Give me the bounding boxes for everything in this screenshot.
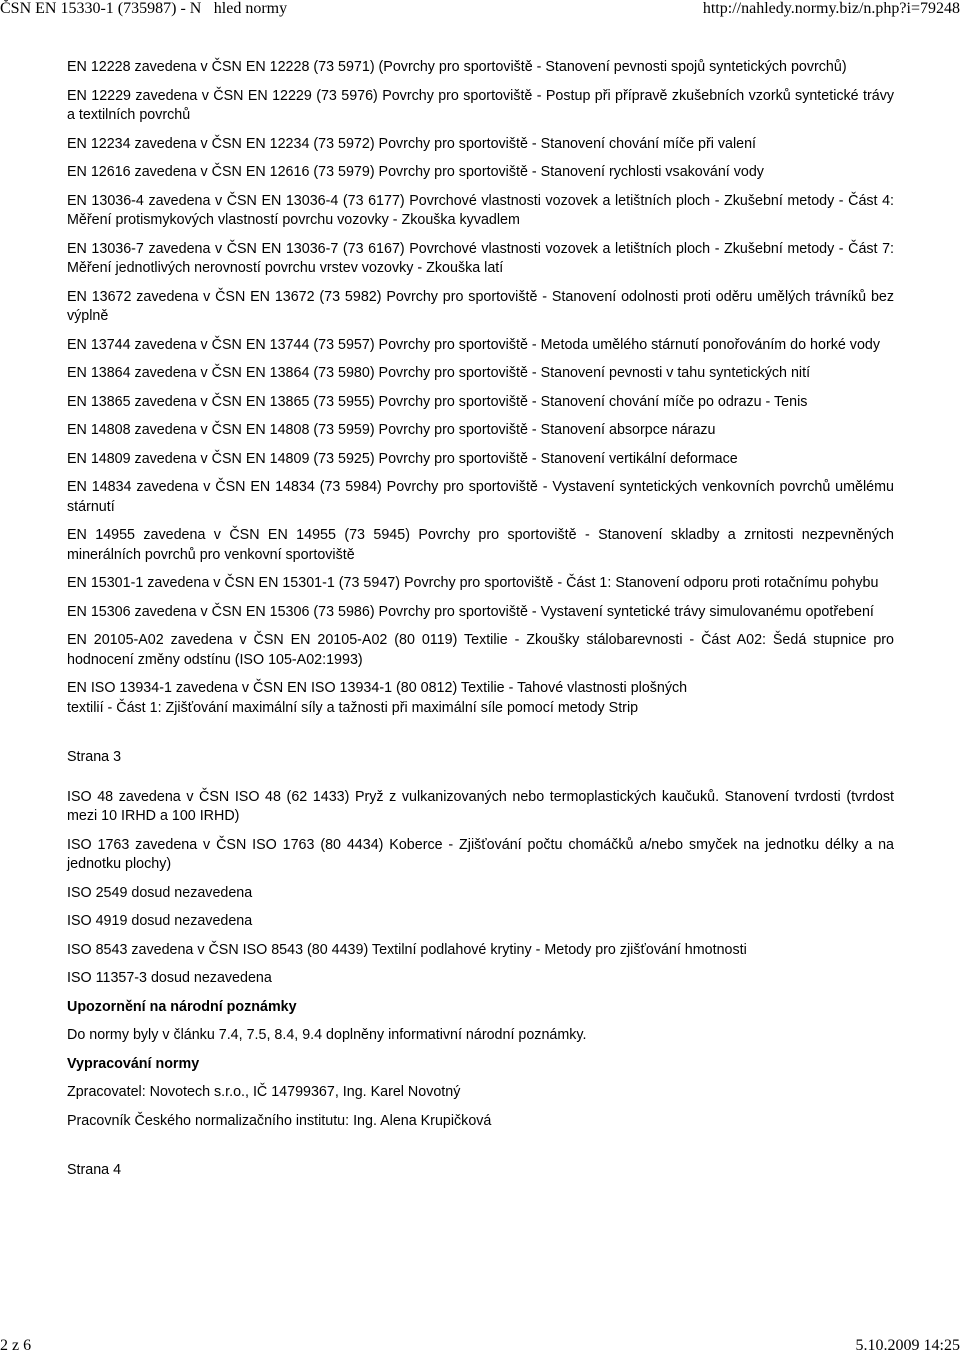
list-item: EN 12229 zavedena v ČSN EN 12229 (73 5976) Povrchy pro sportoviště - Postup při přípravě zkušebních vzorků syntetické trávy a textilních povrchů <box>67 87 894 123</box>
list-item: EN 15306 zavedena v ČSN EN 15306 (73 5986) Povrchy pro sportoviště - Vystavení syntetické trávy simulovanému opotřebení <box>67 603 874 620</box>
list-item: EN 13036-7 zavedena v ČSN EN 13036-7 (73 6167) Povrchové vlastnosti vozovek a letištních ploch - Zkušební metody - Část 7: Měření jednotlivých nerovností povrchu vrstev vozovky - Zkouška latí <box>67 240 894 276</box>
browser-print-footer <box>0 1337 960 1357</box>
preparation-heading: Vypracování normy <box>67 1055 200 1072</box>
list-item-line: textilií - Část 1: Zjišťování maximální síly a tažnosti při maximální síle pomocí metody Strip <box>67 699 639 716</box>
national-notes-heading: Upozornění na národní poznámky <box>67 998 297 1015</box>
list-item-line: EN ISO 13934-1 zavedena v ČSN EN ISO 13934-1 (80 0812) Textilie - Tahové vlastnosti plošných <box>67 680 688 696</box>
print-header-title: ČSN EN 15330-1 (735987) - N hled normy <box>0 0 288 17</box>
page-label-4: Strana 4 <box>67 1162 122 1178</box>
standards-list-2 <box>67 788 894 989</box>
list-item: EN 13672 zavedena v ČSN EN 13672 (73 5982) Povrchy pro sportoviště - Stanovení odolnosti proti oděru umělých trávníků bez výplně <box>67 288 894 324</box>
list-item: EN 14955 zavedena v ČSN EN 14955 (73 5945) Povrchy pro sportoviště - Stanovení skladby a zrnitosti nezpevněných minerálních povrchů pro venkovní sportoviště <box>67 527 894 563</box>
list-item: EN 13744 zavedena v ČSN EN 13744 (73 5957) Povrchy pro sportoviště - Metoda umělého stárnutí ponořováním do horké vody <box>67 336 880 353</box>
standards-list-1 <box>67 58 894 718</box>
list-item: ISO 1763 zavedena v ČSN ISO 1763 (80 4434) Koberce - Zjišťování počtu chomáčků a/nebo smyček na jednotku délky a na jednotku plochy) <box>67 836 894 872</box>
list-item: EN 13036-4 zavedena v ČSN EN 13036-4 (73 6177) Povrchové vlastnosti vozovek a letištních ploch - Zkušební metody - Část 4: Měření protismykových vlastností povrchu vozovky - Zkouška kyvadlem <box>67 192 894 228</box>
list-item: ISO 8543 zavedena v ČSN ISO 8543 (80 4439) Textilní podlahové krytiny - Metody pro zjišťování hmotnosti <box>67 941 747 958</box>
list-item: EN 12616 zavedena v ČSN EN 12616 (73 5979) Povrchy pro sportoviště - Stanovení rychlosti vsakování vody <box>67 164 764 180</box>
list-item: ISO 2549 dosud nezavedena <box>67 884 253 901</box>
preparation-worker: Pracovník Českého normalizačního institutu: Ing. Alena Krupičková <box>67 1112 492 1129</box>
list-item: EN 14834 zavedena v ČSN EN 14834 (73 5984) Povrchy pro sportoviště - Vystavení syntetických venkovních povrchů umělému stárnutí <box>67 479 894 515</box>
list-item: EN 14809 zavedena v ČSN EN 14809 (73 5925) Povrchy pro sportoviště - Stanovení vertikální deformace <box>67 450 738 467</box>
print-header-url: http://nahledy.normy.biz/n.php?i=79248 <box>702 0 960 17</box>
list-item: ISO 11357-3 dosud nezavedena <box>67 970 272 986</box>
page-label-3: Strana 3 <box>67 749 122 765</box>
print-timestamp: 5.10.2009 14:25 <box>855 1337 960 1354</box>
list-item: EN 15301-1 zavedena v ČSN EN 15301-1 (73 5947) Povrchy pro sportoviště - Část 1: Stanovení odporu proti rotačnímu pohybu <box>67 575 879 591</box>
preparation-author: Zpracovatel: Novotech s.r.o., IČ 14799367, Ing. Karel Novotný <box>67 1084 461 1100</box>
list-item: EN 20105-A02 zavedena v ČSN EN 20105-A02 (80 0119) Textilie - Zkoušky stálobarevnosti - Část A02: Šedá stupnice pro hodnocení změny odstínu (ISO 105-A02:1993) <box>67 632 894 668</box>
list-item: EN 13864 zavedena v ČSN EN 13864 (73 5980) Povrchy pro sportoviště - Stanovení pevnosti v tahu syntetických nití <box>67 365 811 381</box>
list-item: ISO 48 zavedena v ČSN ISO 48 (62 1433) Pryž z vulkanizovaných nebo termoplastických kaučuků. Stanovení tvrdosti (tvrdost mezi 10 IRHD a 100 IRHD) <box>67 788 894 824</box>
list-item: ISO 4919 dosud nezavedena <box>67 913 253 929</box>
browser-print-header <box>0 0 960 20</box>
national-notes-text: Do normy byly v článku 7.4, 7.5, 8.4, 9.4 doplněny informativní národní poznámky. <box>67 1027 587 1043</box>
list-item <box>67 679 894 718</box>
list-item: EN 14808 zavedena v ČSN EN 14808 (73 5959) Povrchy pro sportoviště - Stanovení absorpce nárazu <box>67 422 716 438</box>
list-item: EN 12228 zavedena v ČSN EN 12228 (73 5971) (Povrchy pro sportoviště - Stanovení pevnosti spojů syntetických povrchů) <box>67 59 847 75</box>
list-item: EN 12234 zavedena v ČSN EN 12234 (73 5972) Povrchy pro sportoviště - Stanovení chování míče při valení <box>67 135 757 152</box>
list-item: EN 13865 zavedena v ČSN EN 13865 (73 5955) Povrchy pro sportoviště - Stanovení chování míče po odrazu - Tenis <box>67 393 808 410</box>
page-counter: 2 z 6 <box>0 1337 32 1354</box>
document-body <box>67 58 894 1201</box>
